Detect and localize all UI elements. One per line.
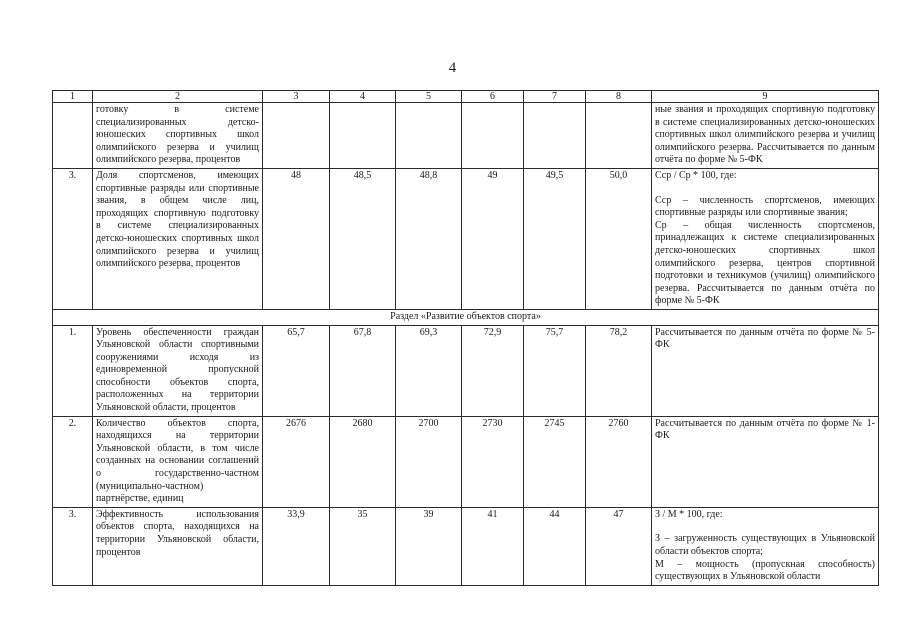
indicator-name: Эффективность использования объектов спорта, находящихся на территории Ульяновской области, процентов [93,507,263,585]
method-paragraph: ные звания и проходящих спортивную подготовку в системе специализированных детско-юношеских спортивных школ олимпийского резерва и училищ олимпийского резерва. Рассчитывается по данным отчёта по форме № 5-ФК [655,104,875,166]
indicator-value: 67,8 [330,325,396,416]
indicator-value: 47 [586,507,652,585]
indicator-value: 48,8 [396,168,462,309]
indicator-value [462,103,524,169]
method-paragraph: З / М * 100, где: [655,508,723,520]
column-number: 7 [524,91,586,103]
row-number: 3. [53,507,93,585]
method-paragraph: Рассчитывается по данным отчёта по форме № 5-ФК [655,326,875,351]
column-number: 6 [462,91,524,103]
indicator-value [396,103,462,169]
indicator-value [263,103,330,169]
calculation-method [652,416,879,507]
indicator-row [53,168,879,309]
method-paragraph: Рассчитывается по данным отчёта по форме № 1-ФК [655,417,875,442]
row-number: 1. [53,325,93,416]
method-paragraph [655,521,875,533]
column-number: 8 [586,91,652,103]
indicator-value: 2700 [396,416,462,507]
indicator-value [330,103,396,169]
calculation-method [652,325,879,416]
indicator-value: 2680 [330,416,396,507]
indicator-row [53,325,879,416]
method-paragraph: Ср – общая численность спортсменов, принадлежащих к системе специализированных детско-юношеских спортивных школ олимпийского резерва, центров спортивной подготовки и техникумов (училищ) олимпийского резерва. Рассчитывается по данным отчёта по форме № 5-ФК [655,219,875,307]
column-number-header [53,91,879,103]
column-number: 1 [53,91,93,103]
indicator-name: Количество объектов спорта, находящихся на территории Ульяновской области, в том числе созданных на основании соглашений о государственно-частном (муниципально-частном) партнёрстве, единиц [93,416,263,507]
indicator-value: 41 [462,507,524,585]
column-number: 9 [652,91,879,103]
indicator-value: 49 [462,168,524,309]
page-number: 4 [448,60,457,76]
indicator-value: 75,7 [524,325,586,416]
column-number: 2 [93,91,263,103]
indicator-value: 78,2 [586,325,652,416]
indicator-name: готовку в системе специализированных детско-юношеских спортивных школ олимпийского резерва и училищ олимпийского резерва, процентов [93,103,263,169]
column-number: 5 [396,91,462,103]
indicator-value: 44 [524,507,586,585]
indicator-value: 2730 [462,416,524,507]
indicator-value: 2760 [586,416,652,507]
column-number: 3 [263,91,330,103]
row-number [53,103,93,169]
indicator-value: 50,0 [586,168,652,309]
method-paragraph: Сср / Ср * 100, где: [655,169,737,181]
table-body [53,91,879,586]
method-paragraph: З – загруженность существующих в Ульяновской области объектов спорта; [655,533,875,557]
section-title: Раздел «Развитие объектов спорта» [53,309,879,325]
indicator-value: 48,5 [330,168,396,309]
indicator-value: 33,9 [263,507,330,585]
section-header-row [53,309,879,325]
indicator-value: 39 [396,507,462,585]
indicator-row [53,507,879,585]
indicator-name: Уровень обеспеченности граждан Ульяновской области спортивными сооружениями исходя из единовременной пропускной способности объектов спорта, расположенных на территории Ульяновской области, процентов [93,325,263,416]
indicator-value: 72,9 [462,325,524,416]
indicator-row [53,103,879,169]
indicator-value [586,103,652,169]
indicator-value: 49,5 [524,168,586,309]
indicator-value: 2676 [263,416,330,507]
calculation-method [652,103,879,169]
column-number: 4 [330,91,396,103]
indicator-name: Доля спортсменов, имеющих спортивные разряды или спортивные звания, в общем числе лиц, проходящих спортивную подготовку в системе специализированных детско-юношеских спортивных школ олимпийского резерва и училищ олимпийского резерва, процентов [93,168,263,309]
row-number: 2. [53,416,93,507]
row-number: 3. [53,168,93,309]
indicators-table [52,90,879,586]
method-paragraph: Сср – численность спортсменов, имеющих спортивные разряды или спортивные звания; [655,194,875,219]
indicator-value: 69,3 [396,325,462,416]
method-paragraph [655,183,875,195]
indicator-row [53,416,879,507]
indicator-value: 48 [263,168,330,309]
indicator-value: 2745 [524,416,586,507]
calculation-method [652,507,879,585]
method-paragraph: М – мощность (пропускная способность) существующих в Ульяновской области [655,558,875,583]
indicator-value: 65,7 [263,325,330,416]
indicator-value: 35 [330,507,396,585]
indicator-value [524,103,586,169]
calculation-method [652,168,879,309]
